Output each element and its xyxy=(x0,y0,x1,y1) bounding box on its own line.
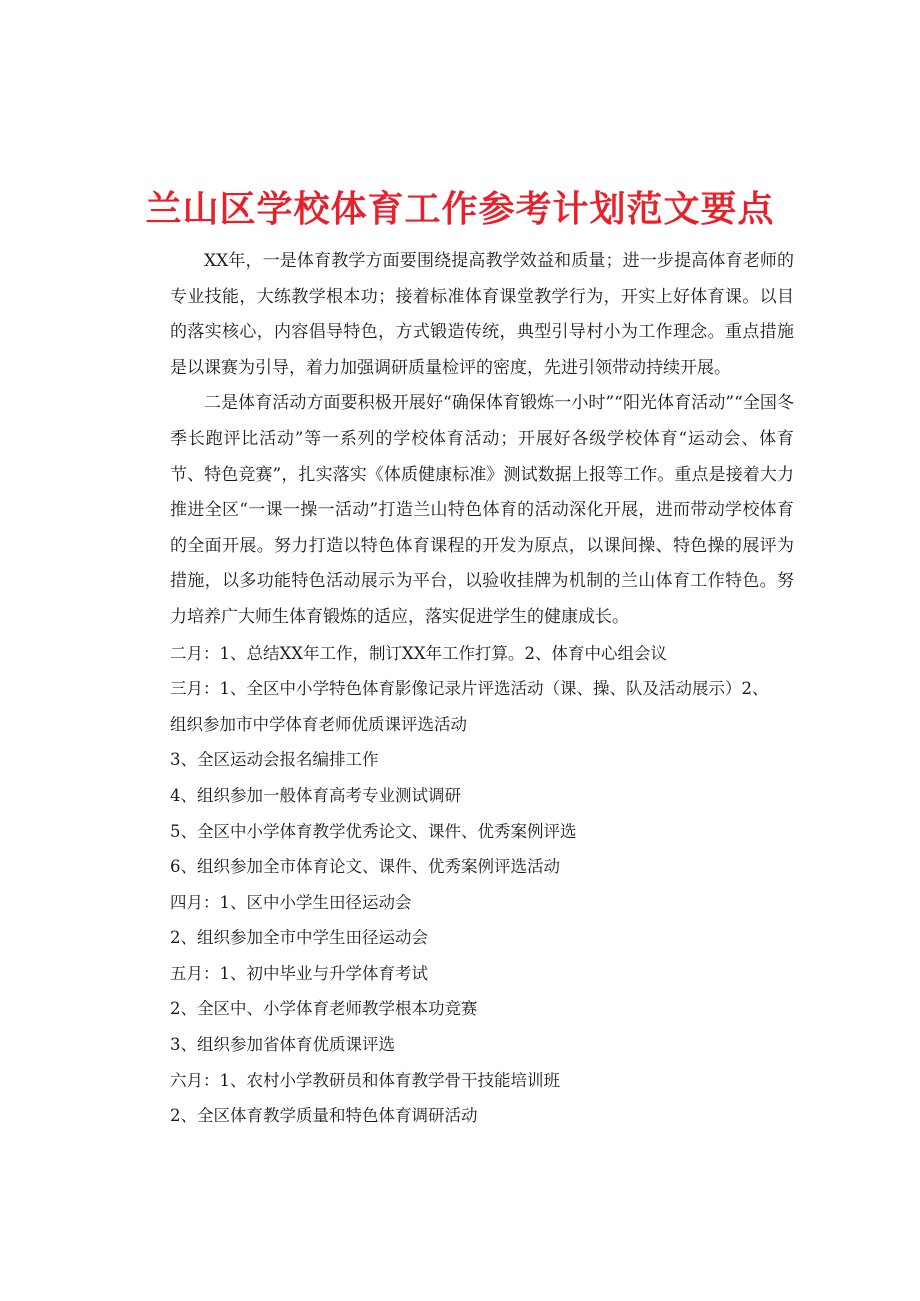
schedule-line: 组织参加市中学体育老师优质课评选活动 xyxy=(170,714,467,734)
schedule-line: 6、组织参加全市体育论文、课件、优秀案例评选活动 xyxy=(170,857,560,877)
schedule-line: 3、全区运动会报名编排工作 xyxy=(170,750,379,770)
schedule-line: 四月：1、区中小学生田径运动会 xyxy=(170,892,412,912)
paragraph-1: XX年，一是体育教学方面要围绕提高教学效益和质量；进一步提高体育老师的专业技能，大练教学根本功；接着标准体育课堂教学行为，开实上好体育课。以目的落实核心，内容倡导特色，方式锻造传统，典型引导村小为工作理念。重点措施是以课赛为引导，着力加强调研质量检评的密度，先进引领带动持续开展。 xyxy=(170,251,794,378)
document-body xyxy=(170,244,794,1134)
schedule-line: 二月：1、总结XX年工作，制订XX年工作打算。2、体育中心组会议 xyxy=(170,643,667,663)
document-title: 兰山区学校体育工作参考计划范文要点 xyxy=(145,188,775,230)
schedule-line: 5、全区中小学体育教学优秀论文、课件、优秀案例评选 xyxy=(170,821,577,841)
schedule-line: 2、全区体育教学质量和特色体育调研活动 xyxy=(170,1106,478,1126)
schedule-line: 2、全区中、小学体育老师教学根本功竞赛 xyxy=(170,999,478,1019)
schedule-line: 五月：1、初中毕业与升学体育考试 xyxy=(170,963,428,983)
schedule-line: 4、组织参加一般体育高考专业测试调研 xyxy=(170,785,461,805)
schedule-line: 六月：1、农村小学教研员和体育教学骨干技能培训班 xyxy=(170,1070,560,1090)
schedule-line: 三月：1、全区中小学特色体育影像记录片评选活动（课、操、队及活动展示）2、 xyxy=(170,679,769,699)
schedule-line: 2、组织参加全市中学生田径运动会 xyxy=(170,928,428,948)
schedule-line: 3、组织参加省体育优质课评选 xyxy=(170,1035,395,1055)
paragraph-2: 二是体育活动方面要积极开展好“确保体育锻炼一小时”“阳光体育活动”“全国冬季长跑评比活动”等一系列的学校体育活动；开展好各级学校体育“运动会、体育节、特色竞赛”，扎实落实《体质健康标准》测试数据上报等工作。重点是接着大力推进全区“一课一操一活动”打造兰山特色体育的活动深化开展，进而带动学校体育的全面开展。努力打造以特色体育课程的开发为原点，以课间操、特色操的展评为措施，以多功能特色活动展示为平台，以验收挂牌为机制的兰山体育工作特色。努力培养广大师生体育锻炼的适应，落实促进学生的健康成长。 xyxy=(170,393,794,627)
